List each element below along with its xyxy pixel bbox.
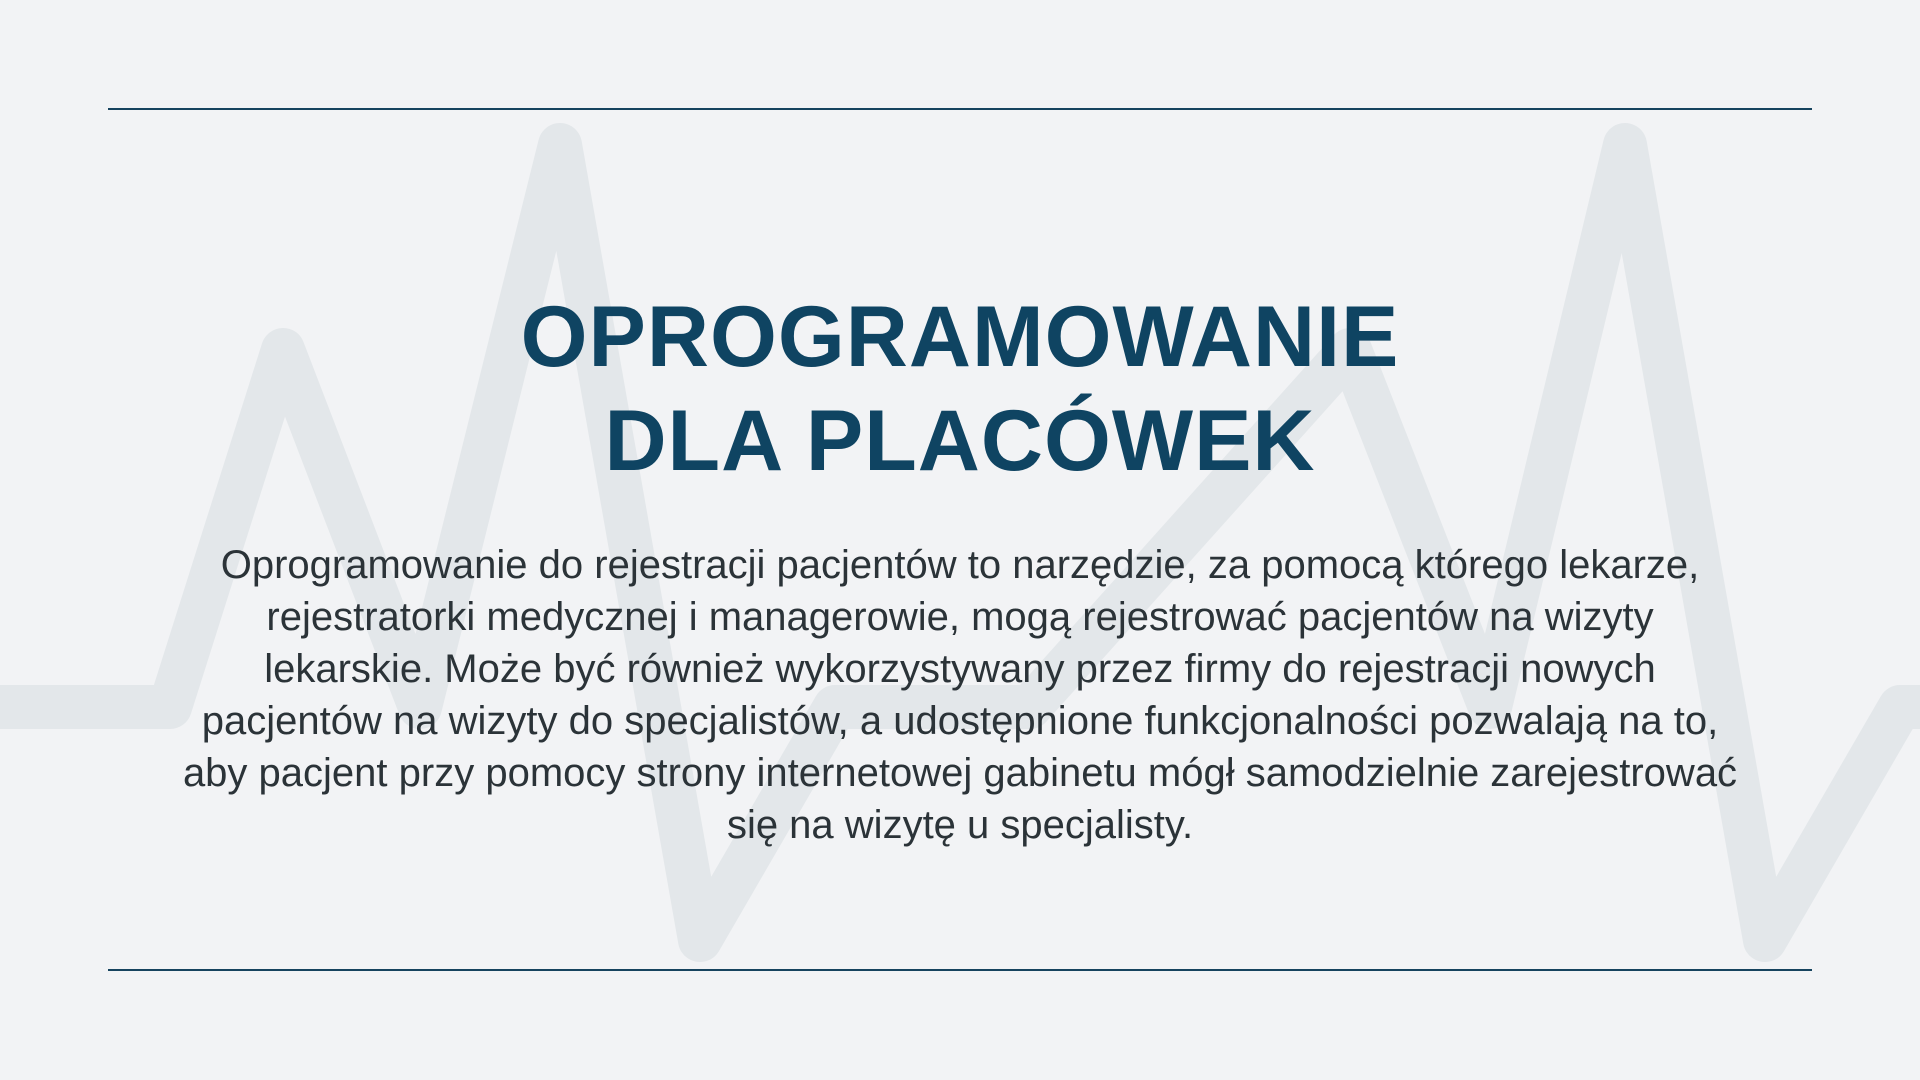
slide-content [0,285,1920,851]
top-divider [108,108,1812,110]
slide-title [0,285,1920,493]
title-line-2: DLA PLACÓWEK [604,393,1316,489]
bottom-divider [108,969,1812,971]
title-line-1: OPROGRAMOWANIE [520,289,1400,385]
slide-body-text: Oprogramowanie do rejestracji pacjentów to narzędzie, za pomocą którego lekarze, rejestratorki medycznej i managerowie, mogą rejestrować pacjentów na wizyty lekarskie. Może być również wykorzystywany przez firmy do rejestracji nowych pacjentów na wizyty do specjalistów, a udostępnione funkcjonalności pozwalają na to, aby pacjent przy pomocy strony internetowej gabinetu mógł samodzielnie zarejestrować się na wizytę u specjalisty. [182,543,1738,847]
